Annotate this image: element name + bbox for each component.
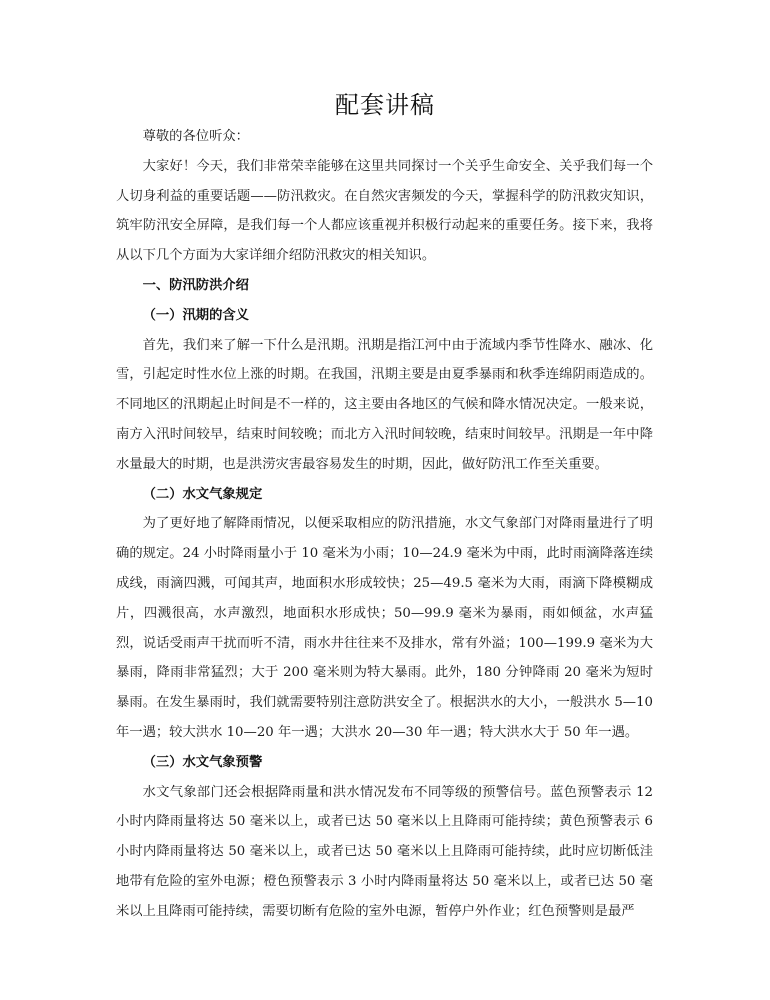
subsection-heading-3: （三）水文气象预警 (142, 754, 263, 770)
intro-paragraph: 大家好！今天，我们非常荣幸能够在这里共同探讨一个关乎生命安全、关乎我们每一个人切身利益的重要话题——防汛救灾。在自然灾害频发的今天，掌握科学的防汛救灾知识，筑牢防汛安全屏障，是我们每一个人都应该重视并积极行动起来的重要任务。接下来，我将从以下几个方面为大家详细介绍防汛救灾的相关知识。 (116, 158, 653, 264)
salutation: 尊敬的各位听众： (142, 129, 249, 144)
section-heading-1: 一、防汛防洪介绍 (142, 277, 249, 293)
subsection-heading-1: （一）汛期的含义 (142, 307, 249, 323)
document-body (116, 122, 653, 927)
paragraph-flood-season: 首先，我们来了解一下什么是汛期。汛期是指江河中由于流域内季节性降水、融冰、化雪，引起定时性水位上涨的时期。在我国，汛期主要是由夏季暴雨和秋季连绵阴雨造成的。不同地区的汛期起止时间是不一样的，这主要由各地区的气候和降水情况决定。一般来说，南方入汛时间较早，结束时间较晚；而北方入汛时间较晚，结束时间较早。汛期是一年中降水量最大的时期，也是洪涝灾害最容易发生的时期，因此，做好防汛工作至关重要。 (116, 337, 653, 472)
page-title: 配套讲稿 (335, 91, 435, 119)
paragraph-rainfall-rules: 为了更好地了解降雨情况，以便采取相应的防汛措施，水文气象部门对降雨量进行了明确的规定。24 小时降雨量小于 10 毫米为小雨；10—24.9 毫米为中雨，此时雨滴降落连续成线，雨滴四溅，可闻其声，地面积水形成较快；25—49.5 毫米为大雨，雨滴下降模糊成片，四溅很高，水声激烈，地面积水形成快；50—99.9 毫米为暴雨，雨如倾盆，水声猛烈，说话受雨声干扰而听不清，雨水井往往来不及排水，常有外溢；100—199.9 毫米为大暴雨，降雨非常猛烈；大于 200 毫米则为特大暴雨。此外，180 分钟降雨 20 毫米为短时暴雨。在发生暴雨时，我们就需要特别注意防洪安全了。根据洪水的大小，一般洪水 5—10 年一遇；较大洪水 10—20 年一遇；大洪水 20—30 年一遇；特大洪水大于 50 年一遇。 (116, 516, 653, 740)
subsection-heading-2: （二）水文气象规定 (142, 486, 263, 502)
paragraph-warnings: 水文气象部门还会根据降雨量和洪水情况发布不同等级的预警信号。蓝色预警表示 12 小时内降雨量将达 50 毫米以上，或者已达 50 毫米以上且降雨可能持续；黄色预警表示 6 小时内降雨量将达 50 毫米以上，或者已达 50 毫米以上且降雨可能持续，此时应切断低洼地带有危险的室外电源；橙色预警表示 3 小时内降雨量将达 50 毫米以上，或者已达 50 毫米以上且降雨可能持续，需要切断有危险的室外电源，暂停户外作业；红色预警则是最严 (116, 784, 653, 919)
